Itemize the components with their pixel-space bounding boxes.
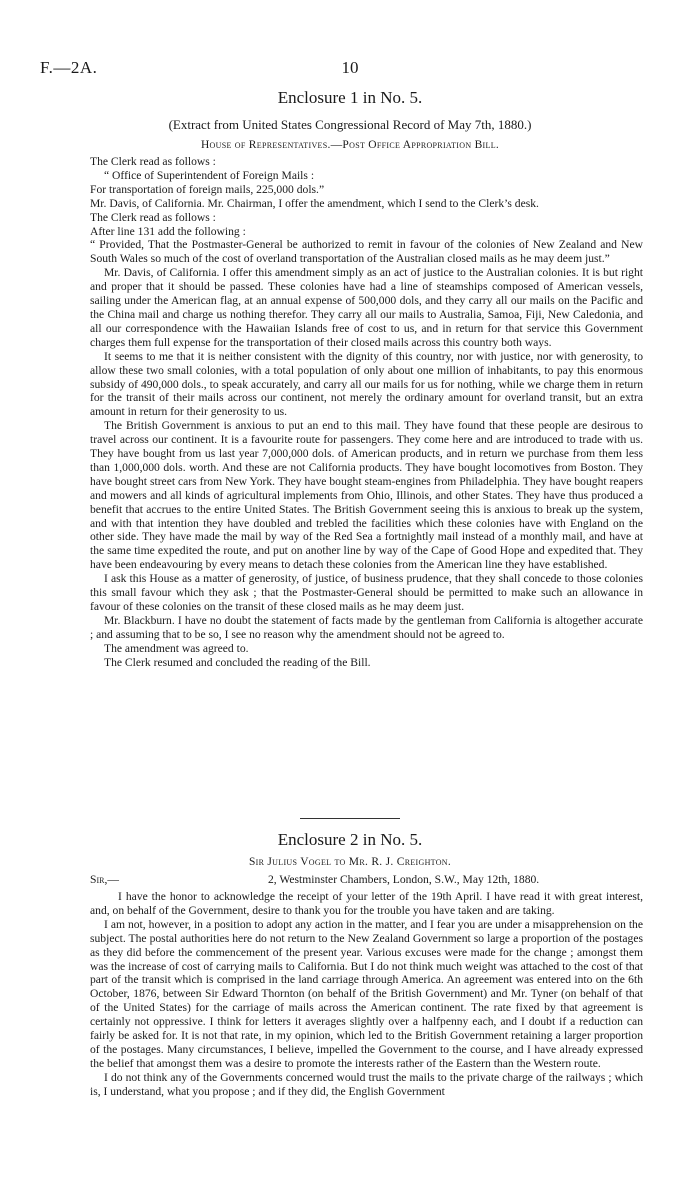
paragraph: I do not think any of the Governments concerned would trust the mails to the private charge of the railways ; which is, I understand, what you propose ; and if they did, the English Government <box>90 1070 643 1098</box>
paragraph: The British Government is anxious to put an end to this mail. They have found that these people are desirous to travel across our continent. It is a favourite route for passengers. They come here and are introduced to trade with us. They have bought from us last year 7,000,000 dols. of American products, and in return we purchase from them less than 1,000,000 dols. worth. And these are not California products. They have bought locomotives from Boston. They have bought street cars from New York. They have bought steam-engines from Philadelphia. They have bought reapers and mowers and all kinds of agricultural implements from Ohio, Illinois, and other States. They have thus produced a benefit that accrues to the entire United States. The British Government seeing this is anxious to break up the system, and with that intention they have doubled and trebled the facilities which these colonies have with England on the other side. They have made the mail by way of the Red Sea a fortnightly mail instead of a monthly mail, and have at the same time expedited the route, and put on another line by way of the Cape of Good Hope and expedited that. They have been endeavouring by every means to detach these colonies from the American line they have established. <box>90 419 643 572</box>
paragraph: After line 131 add the following : <box>90 224 246 238</box>
paragraph: I have the honor to acknowledge the receipt of your letter of the 19th April. I have read it with great interest, and, on behalf of the Government, desire to thank you for the trouble you have taken and are taking. <box>90 890 643 917</box>
paragraph: I ask this House as a matter of generosity, of justice, of business prudence, that they shall concede to those colonies this small favour which they ask ; that the Postmaster-General should be permitted to make such an allowance in favour of these colonies on the transit of these closed mails as he may deem just. <box>90 572 643 613</box>
paragraph: For transportation of foreign mails, 225,000 dols.” <box>90 182 325 196</box>
enclosure-1-extract-note: (Extract from United States Congressional Record of May 7th, 1880.) <box>168 117 532 132</box>
paragraph: I am not, however, in a position to adopt any action in the matter, and I fear you are under a misapprehension on the subject. The postal authorities here do not return to the New Zealand Government so large a proportion of the postages as they did before the commencement of the present year. Various excuses were made for the change ; amongst them was the increase of cost of carrying mails to California. But I do not think much weight was attached to the cost of that part of the transit which is comprised in the land carriage through America. An agreement was entered into on the 6th October, 1876, between Sir Edward Thornton (on behalf of the British Government) and Mr. Tyner (on behalf of that of the United States) for the carriage of mails across the American continent. The rate fixed by that agreement is certainly not oppressive. I think for letters it averages slightly over a halfpenny each, and I doubt if a reduction can fairly be asked for. It is not that rate, in my opinion, which led to the British Government retaining a larger proportion of the postages. Many circumstances, I believe, impelled the Government to the course, and I have already expressed the belief that amongst them was a desire to promote the interests rather of the Eastern than the Western route. <box>90 917 643 1070</box>
paragraph: The Clerk resumed and concluded the reading of the Bill. <box>104 655 371 669</box>
paragraph: It seems to me that it is neither consistent with the dignity of this country, nor with justice, nor with generosity, to allow these two small colonies, with a total population of only about one million of inhabitants, to pay this enormous subsidy of 490,000 dols., to speak accurately, and carry all our mails for us for nothing, while we charge them in return for the transit of their mails across our continent, not merely the ordinary amount for overland transit, but an extra amount in return for their generosity to us. <box>90 349 643 419</box>
enclosure-1-body <box>90 155 643 670</box>
paragraph: The Clerk read as follows : <box>90 210 216 224</box>
enclosure-2-body <box>90 890 643 1099</box>
paragraph: The Clerk read as follows : <box>90 155 216 168</box>
page-header <box>40 58 660 82</box>
paragraph: Mr. Blackburn. I have no doubt the statement of facts made by the gentleman from California is altogether accurate ; and assuming that to be so, I see no reason why the amendment should not be agreed to. <box>90 613 643 641</box>
address-date: 2, Westminster Chambers, London, S.W., May 12th, 1880. <box>268 873 540 886</box>
section-divider <box>300 818 400 819</box>
paragraph: Mr. Davis, of California. Mr. Chairman, I offer the amendment, which I send to the Clerk’s desk. <box>90 196 539 210</box>
paragraph: “ Office of Superintendent of Foreign Mails : <box>104 168 315 182</box>
letter-salutation-line <box>90 873 643 888</box>
salutation: Sir,— <box>90 873 119 886</box>
document-reference: F.—2A. <box>40 58 98 77</box>
paragraph: “ Provided, That the Postmaster-General be authorized to remit in favour of the colonies of New Zealand and New South Wales so much of the cost of overland transportation of the Australian closed mails as he may deem just.” <box>90 238 643 266</box>
enclosure-2-heading: Sir Julius Vogel to Mr. R. J. Creighton. <box>248 856 452 868</box>
enclosure-1-title: Enclosure 1 in No. 5. <box>277 88 423 107</box>
paragraph: The amendment was agreed to. <box>104 641 249 655</box>
page-number: 10 <box>341 58 359 77</box>
enclosure-1-house-heading: House of Representatives.—Post Office Appropriation Bill. <box>200 139 500 151</box>
paragraph: Mr. Davis, of California. I offer this amendment simply as an act of justice to the Australian colonies. It is but right and proper that it should be passed. These colonies have had a line of steamships composed of American vessels, sailing under the American flag, at an annual expense of 500,000 dols, and they carry all our mails on the Pacific and the China mail and charge us nothing therefor. They carry all our mails to Australia, Samoa, Fiji, New Caledonia, and all our correspondence with the Hawaiian Islands free of cost to us, and in return for that service this Government charges them full expense for the transportation of their closed mails across this country both ways. <box>90 266 643 349</box>
enclosure-2-title: Enclosure 2 in No. 5. <box>277 830 423 849</box>
